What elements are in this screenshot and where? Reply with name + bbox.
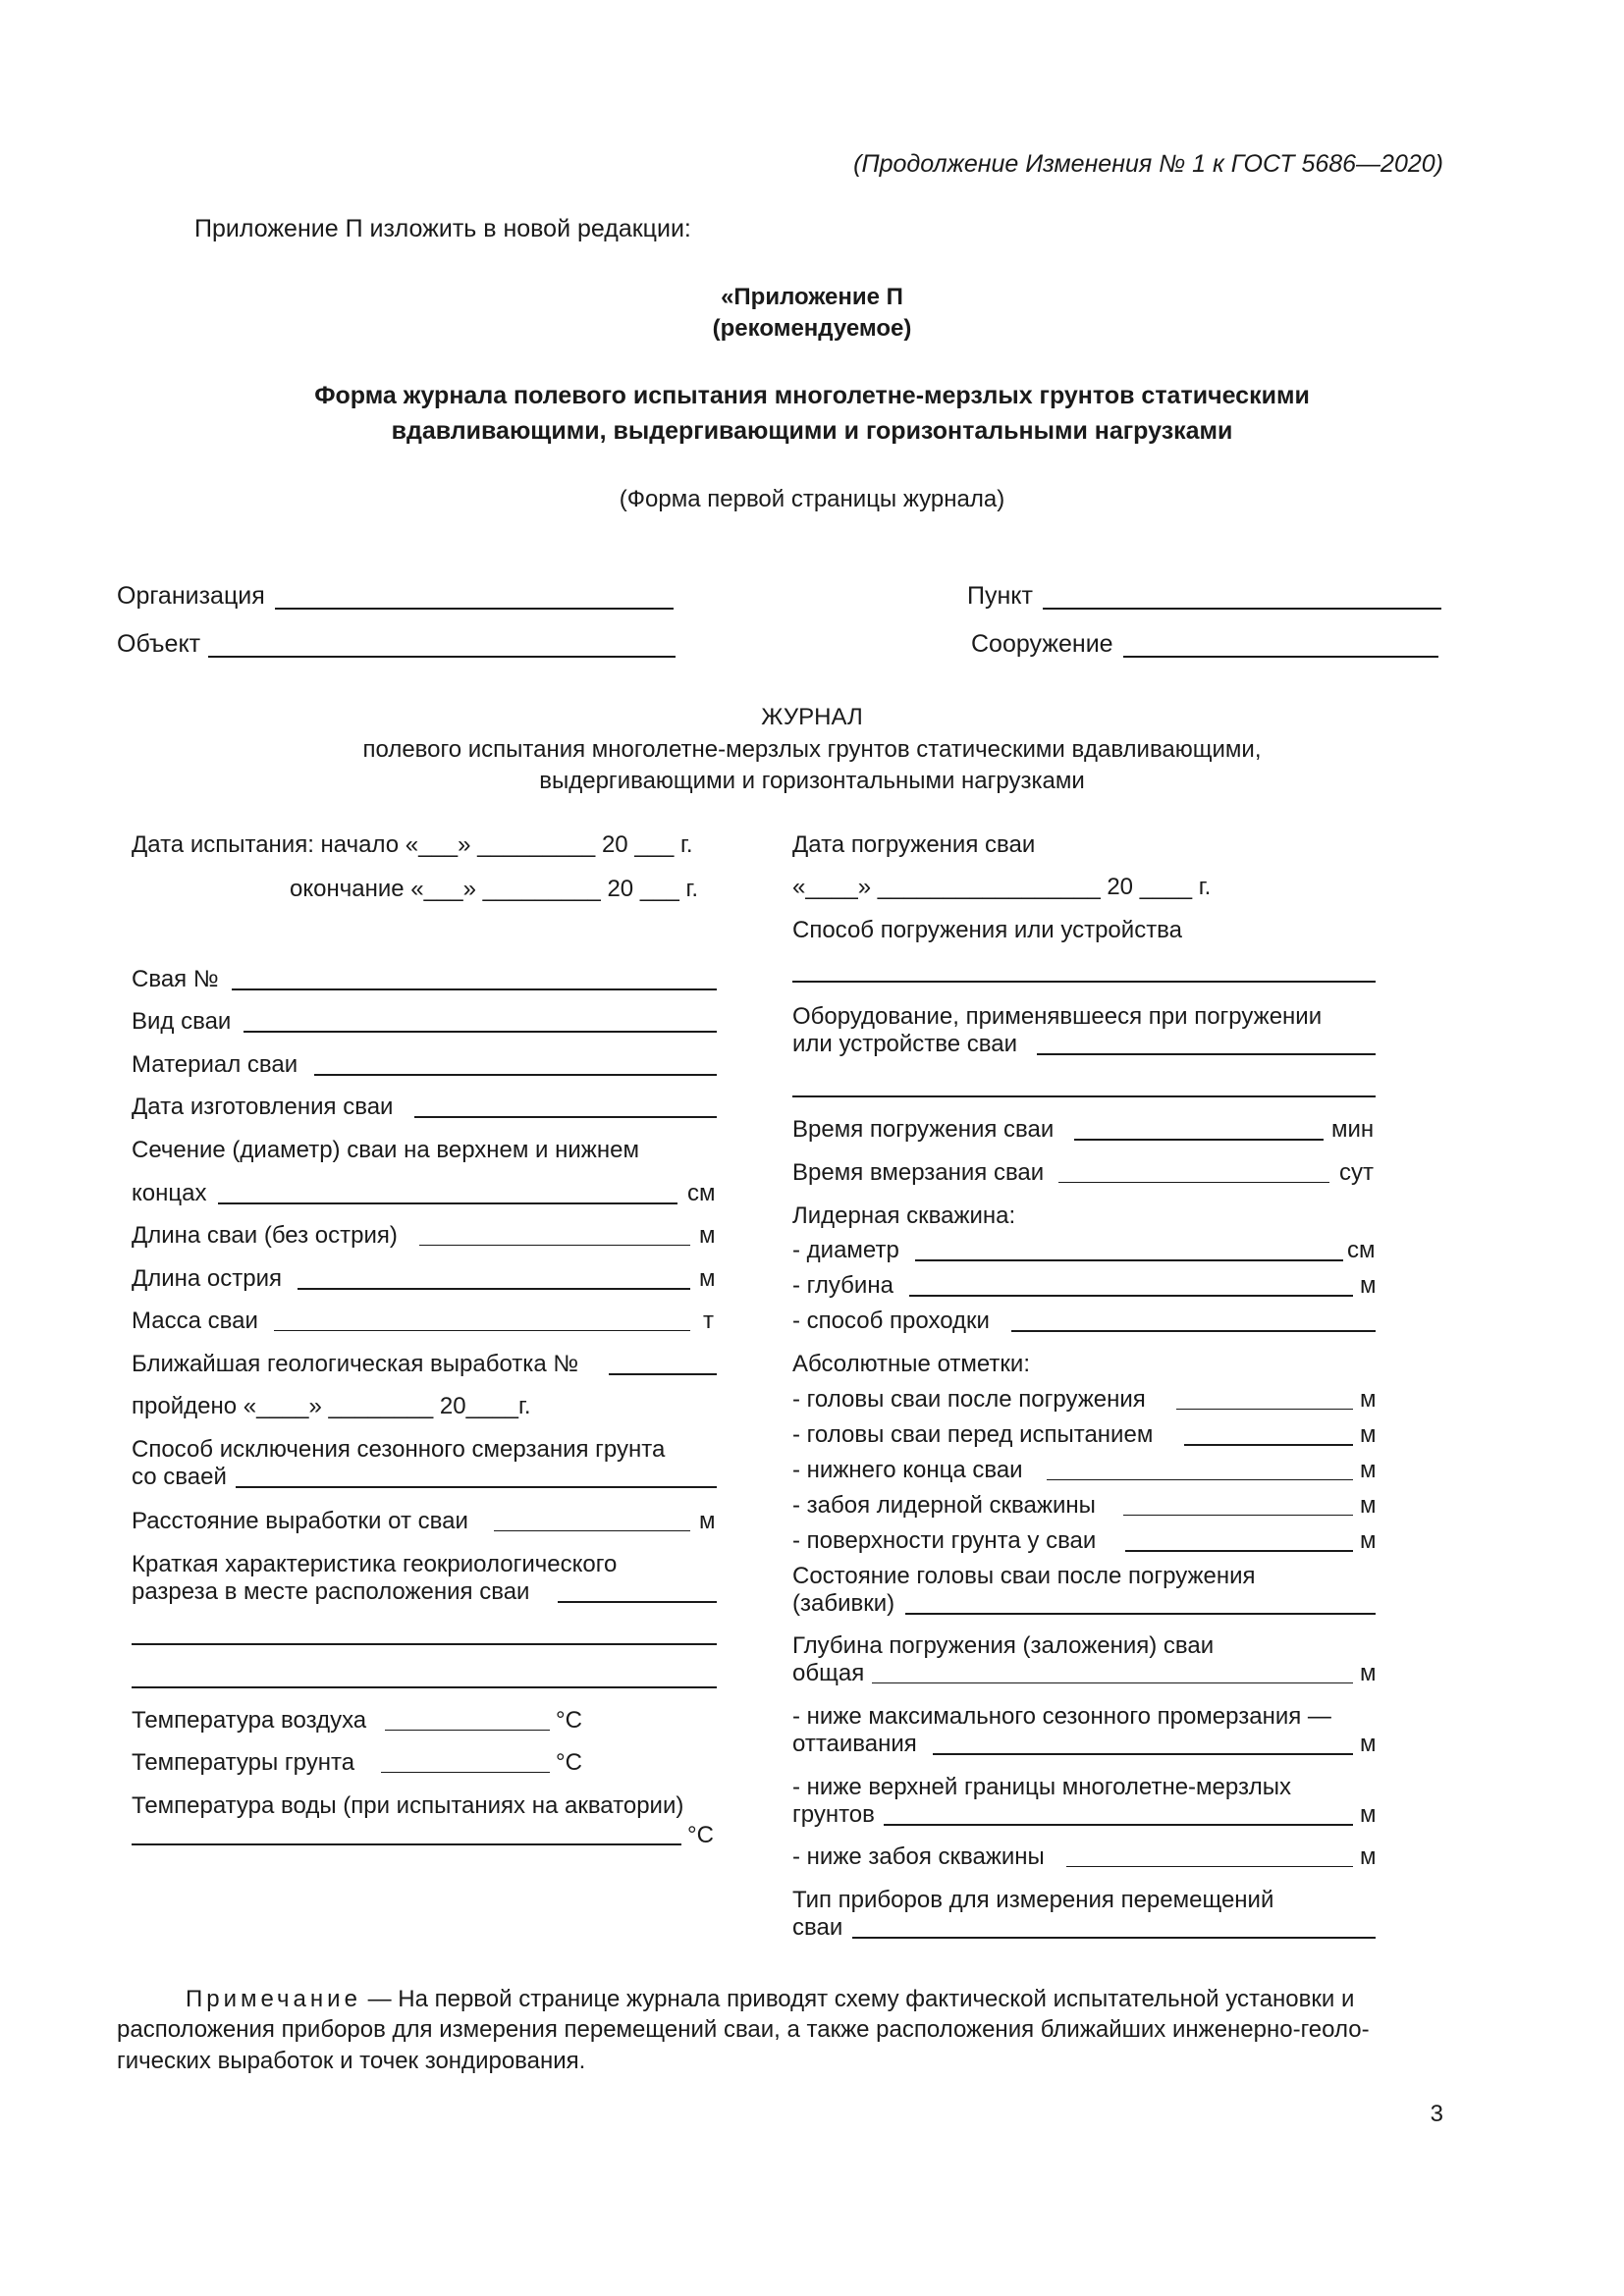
form-subtitle: (Форма первой страницы журнала) (619, 486, 1005, 512)
head-state-label-line2: (забивки) (792, 1590, 895, 1617)
drilling-method-field[interactable] (1011, 1330, 1376, 1332)
instruments-field[interactable] (852, 1937, 1376, 1939)
exclusion-field[interactable] (236, 1486, 717, 1488)
nearest-boring-field[interactable] (609, 1373, 717, 1375)
tip-length-field[interactable] (298, 1288, 690, 1290)
unit-m: м (1360, 1421, 1377, 1448)
head-state-field[interactable] (905, 1613, 1376, 1615)
note-line3: гических выработок и точек зондирования. (117, 2048, 586, 2074)
form-title-line1: Форма журнала полевого испытания многолетне-мерзлых грунтов статическими (314, 382, 1310, 409)
immersion-method-label: Способ погружения или устройства (792, 917, 1183, 943)
brief-label-line2: разреза в месте расположения сваи (132, 1578, 530, 1605)
unit-deg: °С (687, 1822, 714, 1848)
unit-t: т (703, 1308, 714, 1334)
unit-min: мин (1331, 1116, 1375, 1143)
pile-number-field[interactable] (232, 988, 717, 990)
head-before-label: - головы сваи перед испытанием (792, 1421, 1154, 1448)
boring-distance-field[interactable] (494, 1530, 690, 1531)
ground-surface-label: - поверхности грунта у сваи (792, 1527, 1097, 1554)
equipment-field[interactable] (1037, 1053, 1376, 1055)
unit-deg: °С (556, 1749, 582, 1776)
appendix-title: «Приложение П (721, 284, 903, 310)
well-bottom-field[interactable] (1123, 1515, 1353, 1516)
lower-end-field[interactable] (1047, 1479, 1353, 1480)
equipment-field-line2[interactable] (792, 1095, 1376, 1097)
pile-material-label: Материал сваи (132, 1051, 298, 1078)
diameter-field[interactable] (915, 1259, 1343, 1261)
boring-distance-label: Расстояние выработки от сваи (132, 1508, 468, 1534)
note-line1 (186, 1985, 1444, 2014)
immersion-time-label: Время погружения сваи (792, 1116, 1055, 1143)
head-after-label: - головы сваи после погружения (792, 1386, 1146, 1413)
immersion-date-fill: «____» _________________ 20 ____ г. (792, 874, 1212, 900)
journal-subtitle-line2: выдергивающими и горизонтальными нагрузками (539, 768, 1085, 794)
structure-label: Сооружение (971, 630, 1113, 658)
well-bottom-label: - забоя лидерной скважины (792, 1492, 1096, 1519)
leader-well-label: Лидерная скважина: (792, 1202, 1016, 1229)
equipment-label-line2: или устройстве сваи (792, 1031, 1018, 1057)
appendix-status: (рекомендуемое) (712, 315, 912, 342)
below-well-label: - ниже забоя скважины (792, 1843, 1045, 1870)
freezing-time-field[interactable] (1058, 1182, 1329, 1183)
freezing-time-label: Время вмерзания сваи (792, 1159, 1045, 1186)
unit-day: сут (1339, 1159, 1374, 1186)
pile-type-label: Вид сваи (132, 1008, 232, 1035)
organization-label: Организация (117, 582, 265, 610)
below-well-field[interactable] (1066, 1866, 1353, 1867)
unit-m: м (1360, 1843, 1377, 1870)
section-field[interactable] (218, 1202, 677, 1204)
head-after-field[interactable] (1176, 1409, 1353, 1410)
below-seasonal-label-line2: оттаивания (792, 1731, 917, 1757)
pile-made-date-field[interactable] (414, 1116, 717, 1118)
point-field[interactable] (1043, 608, 1441, 610)
unit-m: м (1360, 1492, 1377, 1519)
boring-passed-date: пройдено «____» ________ 20____г. (132, 1393, 531, 1419)
organization-field[interactable] (275, 608, 674, 610)
unit-m: м (1360, 1272, 1377, 1299)
immersion-depth-label-line1: Глубина погружения (заложения) сваи (792, 1632, 1215, 1659)
unit-cm: см (687, 1180, 716, 1206)
journal-subtitle-line1: полевого испытания многолетне-мерзлых грунтов статическими вдавливающими, (362, 736, 1262, 763)
pile-mass-field[interactable] (274, 1330, 690, 1331)
unit-m: м (1360, 1801, 1377, 1828)
exclusion-label-line1: Способ исключения сезонного смерзания грунта (132, 1436, 666, 1463)
abs-marks-label: Абсолютные отметки: (792, 1351, 1030, 1377)
test-end-date: окончание «___» _________ 20 ___ г. (290, 876, 699, 902)
immersion-depth-label-line2: общая (792, 1660, 865, 1686)
head-state-label-line1: Состояние головы сваи после погружения (792, 1563, 1256, 1589)
below-permafrost-label-line1: - ниже верхней границы многолетне-мерзлых (792, 1774, 1291, 1800)
section-label-line2: концах (132, 1180, 207, 1206)
continuation-note: (Продолжение Изменения № 1 к ГОСТ 5686—2020) (853, 150, 1443, 178)
note-lead: Примечание (186, 1986, 361, 2012)
head-before-field[interactable] (1184, 1444, 1353, 1446)
object-label: Объект (117, 630, 201, 658)
unit-m: м (1360, 1660, 1377, 1686)
soil-temp-label: Температуры грунта (132, 1749, 355, 1776)
unit-m: м (1360, 1731, 1377, 1757)
water-temp-label: Температура воды (при испытаниях на акватории) (132, 1792, 684, 1819)
instruments-label-line2: сваи (792, 1914, 843, 1941)
journal-title: ЖУРНАЛ (761, 704, 863, 730)
pile-made-date-label: Дата изготовления сваи (132, 1094, 394, 1120)
below-permafrost-label-line2: грунтов (792, 1801, 875, 1828)
pile-number-label: Свая № (132, 966, 219, 992)
instruments-label-line1: Тип приборов для измерения перемещений (792, 1887, 1274, 1913)
structure-field[interactable] (1123, 656, 1438, 658)
below-seasonal-field[interactable] (933, 1753, 1353, 1755)
nearest-boring-label: Ближайшая геологическая выработка № (132, 1351, 579, 1377)
ground-surface-field[interactable] (1125, 1550, 1353, 1552)
unit-cm: см (1347, 1237, 1376, 1263)
unit-m: м (1360, 1386, 1377, 1413)
below-permafrost-field[interactable] (884, 1824, 1353, 1826)
immersion-depth-field[interactable] (872, 1682, 1353, 1683)
tip-length-label: Длина острия (132, 1265, 283, 1292)
form-title-line2: вдавливающими, выдергивающими и горизонтальными нагрузками (391, 417, 1233, 445)
immersion-method-field[interactable] (792, 981, 1376, 983)
page-number: 3 (1430, 2101, 1443, 2127)
exclusion-label-line2: со сваей (132, 1464, 227, 1490)
pile-type-field[interactable] (244, 1031, 717, 1033)
unit-m: м (699, 1265, 716, 1292)
pile-mass-label: Масса сваи (132, 1308, 258, 1334)
brief-label-line1: Краткая характеристика геокриологического (132, 1551, 618, 1577)
pile-length-field[interactable] (419, 1245, 690, 1246)
water-temp-field[interactable] (132, 1843, 681, 1845)
immersion-time-field[interactable] (1074, 1139, 1324, 1141)
object-field[interactable] (208, 656, 676, 658)
air-temp-label: Температура воздуха (132, 1707, 367, 1734)
unit-m: м (1360, 1527, 1377, 1554)
unit-m: м (699, 1508, 716, 1534)
depth-field[interactable] (909, 1295, 1353, 1297)
brief-field-line3[interactable] (132, 1686, 717, 1688)
depth-label: - глубина (792, 1272, 893, 1299)
lower-end-label: - нижнего конца сваи (792, 1457, 1023, 1483)
pile-length-label: Длина сваи (без острия) (132, 1222, 398, 1249)
instruction-text: Приложение П изложить в новой редакции: (194, 215, 691, 242)
note-line2: расположения приборов для измерения перемещений сваи, а также расположения ближайших инженерно-геоло- (117, 2016, 1370, 2043)
below-seasonal-label-line1: - ниже максимального сезонного промерзания — (792, 1703, 1331, 1730)
section-label-line1: Сечение (диаметр) сваи на верхнем и нижнем (132, 1137, 639, 1163)
air-temp-field[interactable] (385, 1730, 550, 1731)
unit-m: м (699, 1222, 716, 1249)
immersion-date-label: Дата погружения сваи (792, 831, 1036, 858)
brief-field-line2[interactable] (132, 1643, 717, 1645)
note-text-line1: — На первой странице журнала приводят схему фактической испытательной установки и (360, 1986, 1355, 2012)
soil-temp-field[interactable] (381, 1772, 550, 1773)
equipment-label-line1: Оборудование, применявшееся при погружении (792, 1003, 1323, 1030)
diameter-label: - диаметр (792, 1237, 899, 1263)
brief-field[interactable] (558, 1601, 717, 1603)
unit-m: м (1360, 1457, 1377, 1483)
drilling-method-label: - способ проходки (792, 1308, 990, 1334)
unit-deg: °С (556, 1707, 582, 1734)
pile-material-field[interactable] (314, 1074, 717, 1076)
point-label: Пункт (967, 582, 1033, 610)
test-start-date: Дата испытания: начало «___» _________ 20 ___ г. (132, 831, 693, 858)
